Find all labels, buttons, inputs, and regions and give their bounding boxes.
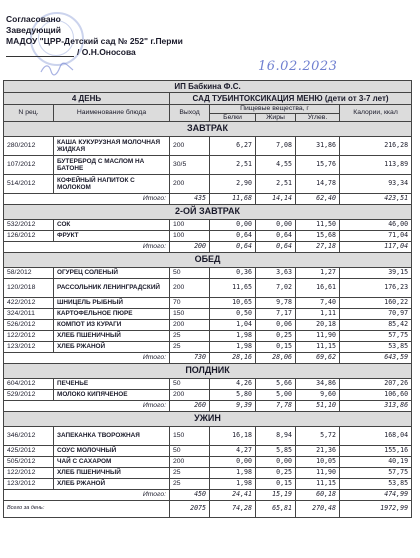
dish-name: БУТЕРБРОД С МАСЛОМ НА БАТОНЕ bbox=[54, 156, 170, 175]
signature bbox=[40, 62, 74, 76]
total-fat: 14,14 bbox=[256, 194, 296, 205]
dish-name: ЧАЙ С САХАРОМ bbox=[54, 457, 170, 468]
protein: 2,90 bbox=[210, 175, 256, 194]
section-header bbox=[4, 253, 412, 268]
total-yield: 435 bbox=[170, 194, 210, 205]
yield: 50 bbox=[170, 446, 210, 457]
grand-total-row bbox=[4, 501, 412, 518]
calories: 46,00 bbox=[340, 220, 412, 231]
grand-total-calories: 1972,99 bbox=[340, 501, 412, 518]
calories: 160,22 bbox=[340, 298, 412, 309]
total-calories: 643,59 bbox=[340, 353, 412, 364]
protein: 1,04 bbox=[210, 320, 256, 331]
total-protein: 0,64 bbox=[210, 242, 256, 253]
table-row bbox=[4, 231, 412, 242]
calories: 113,89 bbox=[340, 156, 412, 175]
total-yield: 260 bbox=[170, 401, 210, 412]
menu-document bbox=[3, 80, 411, 518]
carbs: 14,78 bbox=[296, 175, 340, 194]
grand-total-label: Всего за день: bbox=[4, 501, 170, 518]
approval-line: / О.Н.Оносова bbox=[77, 47, 136, 57]
total-fat: 7,78 bbox=[256, 401, 296, 412]
grand-total-protein: 74,28 bbox=[210, 501, 256, 518]
fat: 0,00 bbox=[256, 457, 296, 468]
total-carbs: 51,10 bbox=[296, 401, 340, 412]
signature-blank bbox=[6, 47, 74, 57]
table-row bbox=[4, 220, 412, 231]
carbs: 11,90 bbox=[296, 331, 340, 342]
dish-name: МОЛОКО КИПЯЧЕНОЕ bbox=[54, 390, 170, 401]
protein: 0,64 bbox=[210, 231, 256, 242]
table-row bbox=[4, 468, 412, 479]
calories: 40,19 bbox=[340, 457, 412, 468]
recipe-number: 514/2012 bbox=[4, 175, 54, 194]
col-header-dish: Наименование блюда bbox=[54, 105, 170, 122]
fat: 0,25 bbox=[256, 331, 296, 342]
table-row bbox=[4, 137, 412, 156]
owner-name: ИП Бабкина Ф.С. bbox=[4, 81, 412, 93]
yield: 100 bbox=[170, 220, 210, 231]
dish-name: ХЛЕБ РЖАНОЙ bbox=[54, 479, 170, 490]
recipe-number: 526/2012 bbox=[4, 320, 54, 331]
table-row bbox=[4, 320, 412, 331]
total-fat: 15,19 bbox=[256, 490, 296, 501]
fat: 5,85 bbox=[256, 446, 296, 457]
calories: 53,85 bbox=[340, 479, 412, 490]
protein: 0,00 bbox=[210, 457, 256, 468]
table-row bbox=[4, 331, 412, 342]
protein: 0,00 bbox=[210, 220, 256, 231]
protein: 0,36 bbox=[210, 268, 256, 279]
yield: 50 bbox=[170, 268, 210, 279]
fat: 8,94 bbox=[256, 427, 296, 446]
menu-title: САД ТУБИНТОКСИКАЦИЯ МЕНЮ (дети от 3-7 лет) bbox=[170, 93, 412, 105]
fat: 0,06 bbox=[256, 320, 296, 331]
table-row bbox=[4, 342, 412, 353]
yield: 25 bbox=[170, 479, 210, 490]
table-row bbox=[4, 268, 412, 279]
section-title: УЖИН bbox=[4, 412, 412, 427]
calories: 71,04 bbox=[340, 231, 412, 242]
carbs: 11,15 bbox=[296, 479, 340, 490]
recipe-number: 280/2012 bbox=[4, 137, 54, 156]
yield: 30/5 bbox=[170, 156, 210, 175]
protein: 2,51 bbox=[210, 156, 256, 175]
fat: 5,66 bbox=[256, 379, 296, 390]
dish-name: КОМПОТ ИЗ КУРАГИ bbox=[54, 320, 170, 331]
fat: 4,55 bbox=[256, 156, 296, 175]
yield: 25 bbox=[170, 331, 210, 342]
yield: 150 bbox=[170, 309, 210, 320]
approval-signature-line bbox=[6, 47, 176, 58]
recipe-number: 532/2012 bbox=[4, 220, 54, 231]
grand-total-yield: 2075 bbox=[170, 501, 210, 518]
recipe-number: 122/2012 bbox=[4, 331, 54, 342]
carbs: 11,15 bbox=[296, 342, 340, 353]
table-row bbox=[4, 309, 412, 320]
approval-line: Согласовано bbox=[6, 14, 61, 24]
yield: 200 bbox=[170, 390, 210, 401]
recipe-number: 126/2012 bbox=[4, 231, 54, 242]
fat: 0,25 bbox=[256, 468, 296, 479]
carbs: 11,50 bbox=[296, 220, 340, 231]
calories: 53,85 bbox=[340, 342, 412, 353]
recipe-number: 529/2012 bbox=[4, 390, 54, 401]
table-row bbox=[4, 298, 412, 309]
recipe-number: 422/2012 bbox=[4, 298, 54, 309]
protein: 5,80 bbox=[210, 390, 256, 401]
handwritten-date: 16.02.2023 bbox=[258, 59, 338, 74]
total-calories: 474,99 bbox=[340, 490, 412, 501]
col-header-carbs: Углев. bbox=[296, 113, 340, 122]
table-row bbox=[4, 279, 412, 298]
section-total-row bbox=[4, 194, 412, 205]
section-title: ОБЕД bbox=[4, 253, 412, 268]
total-calories: 423,51 bbox=[340, 194, 412, 205]
col-header-yield: Выход bbox=[170, 105, 210, 122]
recipe-number: 122/2012 bbox=[4, 468, 54, 479]
dish-name: СОУС МОЛОЧНЫЙ bbox=[54, 446, 170, 457]
col-header-nutrients: Пищевые вещества, г bbox=[210, 105, 340, 114]
protein: 1,98 bbox=[210, 342, 256, 353]
calories: 155,16 bbox=[340, 446, 412, 457]
approval-line: Заведующий bbox=[6, 25, 62, 35]
fat: 2,51 bbox=[256, 175, 296, 194]
dish-name: КОФЕЙНЫЙ НАПИТОК С МОЛОКОМ bbox=[54, 175, 170, 194]
section-total-row bbox=[4, 490, 412, 501]
protein: 0,50 bbox=[210, 309, 256, 320]
recipe-number: 120/2018 bbox=[4, 279, 54, 298]
carbs: 7,40 bbox=[296, 298, 340, 309]
yield: 200 bbox=[170, 175, 210, 194]
section-total-row bbox=[4, 242, 412, 253]
section-header bbox=[4, 364, 412, 379]
calories: 57,75 bbox=[340, 331, 412, 342]
total-fat: 28,06 bbox=[256, 353, 296, 364]
calories: 39,15 bbox=[340, 268, 412, 279]
fat: 7,08 bbox=[256, 137, 296, 156]
calories: 168,04 bbox=[340, 427, 412, 446]
col-header-fat: Жиры bbox=[256, 113, 296, 122]
fat: 0,15 bbox=[256, 342, 296, 353]
recipe-number: 324/2011 bbox=[4, 309, 54, 320]
col-header-calories: Калории, ккал bbox=[340, 105, 412, 122]
dish-name: ХЛЕБ ПШЕНИЧНЫЙ bbox=[54, 331, 170, 342]
approval-block bbox=[6, 14, 183, 58]
calories: 176,23 bbox=[340, 279, 412, 298]
yield: 25 bbox=[170, 342, 210, 353]
dish-name: ШНИЦЕЛЬ РЫБНЫЙ bbox=[54, 298, 170, 309]
fat: 5,00 bbox=[256, 390, 296, 401]
fat: 0,64 bbox=[256, 231, 296, 242]
carbs: 9,60 bbox=[296, 390, 340, 401]
total-yield: 450 bbox=[170, 490, 210, 501]
total-label: Итого: bbox=[4, 490, 170, 501]
total-label: Итого: bbox=[4, 242, 170, 253]
yield: 200 bbox=[170, 320, 210, 331]
fat: 9,78 bbox=[256, 298, 296, 309]
table-row bbox=[4, 446, 412, 457]
calories: 216,28 bbox=[340, 137, 412, 156]
table-row bbox=[4, 175, 412, 194]
total-protein: 24,41 bbox=[210, 490, 256, 501]
calories: 57,75 bbox=[340, 468, 412, 479]
yield: 200 bbox=[170, 279, 210, 298]
section-header bbox=[4, 412, 412, 427]
dish-name: ОГУРЕЦ СОЛЕНЫЙ bbox=[54, 268, 170, 279]
recipe-number: 425/2012 bbox=[4, 446, 54, 457]
carbs: 15,68 bbox=[296, 231, 340, 242]
dish-name: ХЛЕБ ПШЕНИЧНЫЙ bbox=[54, 468, 170, 479]
carbs: 15,76 bbox=[296, 156, 340, 175]
carbs: 10,05 bbox=[296, 457, 340, 468]
section-header bbox=[4, 122, 412, 137]
recipe-number: 505/2012 bbox=[4, 457, 54, 468]
calories: 207,26 bbox=[340, 379, 412, 390]
table-row bbox=[4, 479, 412, 490]
protein: 6,27 bbox=[210, 137, 256, 156]
calories: 93,34 bbox=[340, 175, 412, 194]
total-yield: 730 bbox=[170, 353, 210, 364]
carbs: 31,86 bbox=[296, 137, 340, 156]
yield: 100 bbox=[170, 231, 210, 242]
total-carbs: 62,40 bbox=[296, 194, 340, 205]
fat: 7,17 bbox=[256, 309, 296, 320]
recipe-number: 123/2012 bbox=[4, 479, 54, 490]
carbs: 16,61 bbox=[296, 279, 340, 298]
fat: 0,00 bbox=[256, 220, 296, 231]
carbs: 20,18 bbox=[296, 320, 340, 331]
dish-name: КАРТОФЕЛЬНОЕ ПЮРЕ bbox=[54, 309, 170, 320]
protein: 4,27 bbox=[210, 446, 256, 457]
carbs: 1,11 bbox=[296, 309, 340, 320]
total-calories: 313,86 bbox=[340, 401, 412, 412]
section-title: 2-ОЙ ЗАВТРАК bbox=[4, 205, 412, 220]
total-yield: 200 bbox=[170, 242, 210, 253]
dish-name: ЗАПЕКАНКА ТВОРОЖНАЯ bbox=[54, 427, 170, 446]
dish-name: ФРУКТ bbox=[54, 231, 170, 242]
table-row bbox=[4, 427, 412, 446]
yield: 25 bbox=[170, 468, 210, 479]
recipe-number: 123/2012 bbox=[4, 342, 54, 353]
fat: 7,02 bbox=[256, 279, 296, 298]
section-header bbox=[4, 205, 412, 220]
recipe-number: 58/2012 bbox=[4, 268, 54, 279]
total-carbs: 69,62 bbox=[296, 353, 340, 364]
table-row bbox=[4, 379, 412, 390]
section-title: ПОЛДНИК bbox=[4, 364, 412, 379]
recipe-number: 107/2012 bbox=[4, 156, 54, 175]
dish-name: КАША КУКУРУЗНАЯ МОЛОЧНАЯ ЖИДКАЯ bbox=[54, 137, 170, 156]
yield: 200 bbox=[170, 457, 210, 468]
total-carbs: 60,18 bbox=[296, 490, 340, 501]
dish-name: ПЕЧЕНЬЕ bbox=[54, 379, 170, 390]
total-protein: 28,16 bbox=[210, 353, 256, 364]
dish-name: СОК bbox=[54, 220, 170, 231]
carbs: 21,36 bbox=[296, 446, 340, 457]
total-calories: 117,04 bbox=[340, 242, 412, 253]
carbs: 11,90 bbox=[296, 468, 340, 479]
protein: 1,98 bbox=[210, 479, 256, 490]
total-label: Итого: bbox=[4, 194, 170, 205]
protein: 1,98 bbox=[210, 468, 256, 479]
yield: 150 bbox=[170, 427, 210, 446]
total-protein: 9,39 bbox=[210, 401, 256, 412]
calories: 106,60 bbox=[340, 390, 412, 401]
fat: 0,15 bbox=[256, 479, 296, 490]
yield: 70 bbox=[170, 298, 210, 309]
section-total-row bbox=[4, 401, 412, 412]
total-label: Итого: bbox=[4, 353, 170, 364]
carbs: 1,27 bbox=[296, 268, 340, 279]
menu-table bbox=[3, 80, 412, 518]
total-carbs: 27,18 bbox=[296, 242, 340, 253]
protein: 11,65 bbox=[210, 279, 256, 298]
section-title: ЗАВТРАК bbox=[4, 122, 412, 137]
total-protein: 11,68 bbox=[210, 194, 256, 205]
yield: 50 bbox=[170, 379, 210, 390]
dish-name: РАССОЛЬНИК ЛЕНИНГРАДСКИЙ bbox=[54, 279, 170, 298]
day-label: 4 ДЕНЬ bbox=[4, 93, 170, 105]
protein: 4,26 bbox=[210, 379, 256, 390]
approval-line: МАДОУ "ЦРР-Детский сад № 252" г.Перми bbox=[6, 36, 183, 46]
section-total-row bbox=[4, 353, 412, 364]
grand-total-carbs: 270,48 bbox=[296, 501, 340, 518]
protein: 1,98 bbox=[210, 331, 256, 342]
table-row bbox=[4, 156, 412, 175]
carbs: 5,72 bbox=[296, 427, 340, 446]
grand-total-fat: 65,81 bbox=[256, 501, 296, 518]
recipe-number: 346/2012 bbox=[4, 427, 54, 446]
protein: 16,18 bbox=[210, 427, 256, 446]
calories: 70,97 bbox=[340, 309, 412, 320]
total-fat: 0,64 bbox=[256, 242, 296, 253]
carbs: 34,86 bbox=[296, 379, 340, 390]
table-row bbox=[4, 457, 412, 468]
recipe-number: 604/2012 bbox=[4, 379, 54, 390]
fat: 3,63 bbox=[256, 268, 296, 279]
table-row bbox=[4, 390, 412, 401]
col-header-num: N рец. bbox=[4, 105, 54, 122]
yield: 200 bbox=[170, 137, 210, 156]
col-header-protein: Белки bbox=[210, 113, 256, 122]
dish-name: ХЛЕБ РЖАНОЙ bbox=[54, 342, 170, 353]
protein: 10,65 bbox=[210, 298, 256, 309]
calories: 85,42 bbox=[340, 320, 412, 331]
total-label: Итого: bbox=[4, 401, 170, 412]
